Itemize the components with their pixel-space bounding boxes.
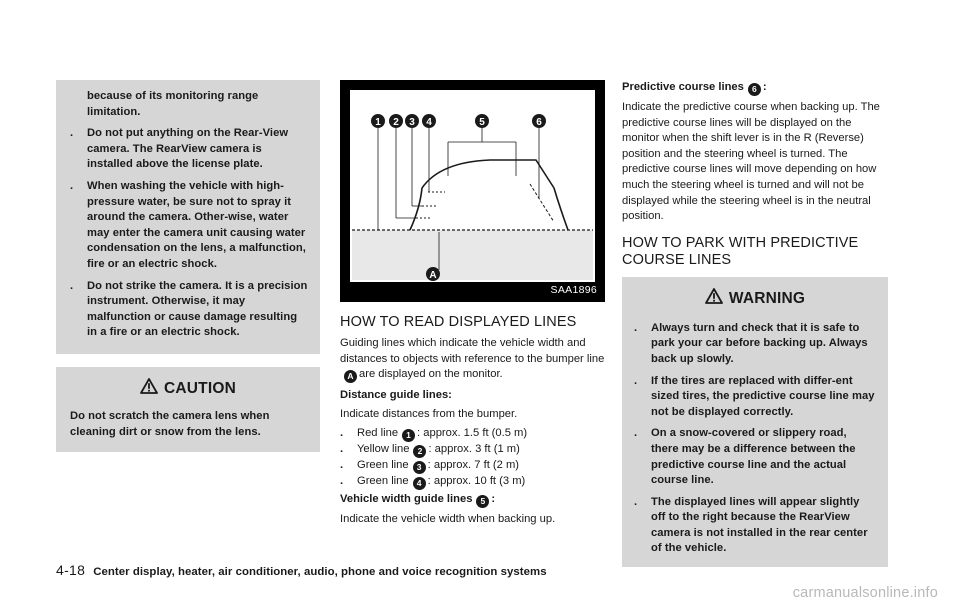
warning-continued-box [56,80,320,354]
predictive-heading [622,80,888,96]
warning-bullet [70,126,308,173]
intro-paragraph [340,336,605,383]
intro-text-before: Guiding lines which indicate the vehicle width and distances to objects with reference to the bumper line [340,337,605,365]
continued-text: because of its monitoring range limitation. [87,90,259,118]
column-middle [340,80,605,533]
callout-4 [422,114,436,128]
svg-text:5: 5 [479,116,485,128]
predictive-heading-text: Predictive course lines [622,81,744,93]
column-right [622,80,888,567]
section-heading-park: HOW TO PARK WITH PREDICTIVE COURSE LINES [622,234,859,268]
watermark: carmanualsonline.info [792,585,938,601]
caution-label: CAUTION [163,379,236,397]
bullet-text: Always turn and check that it is safe to park your car before backing up. Always back up slowly. [651,321,868,365]
camera-display-diagram [340,80,605,302]
line-desc: : approx. 3 ft (1 m) [428,443,520,456]
bullet-dot-icon: . [634,427,638,440]
warning-bullet [634,374,876,421]
footer-title: Center display, heater, air conditioner, audio, phone and voice recognition systems [93,566,547,578]
bullet-dot-icon: . [70,127,74,140]
section-heading-read-lines: HOW TO READ DISPLAYED LINES [340,314,577,330]
line-desc: : approx. 7 ft (2 m) [427,459,520,472]
warning-label: WARNING [728,289,806,307]
intro-text-after: are displayed on the monitor. [359,368,503,381]
bullet-dot-icon: . [340,427,344,440]
line-name: Yellow line [357,443,410,456]
svg-text:4: 4 [426,116,432,128]
warning-bullet [70,279,308,341]
page-footer [56,562,547,578]
distance-text: Indicate distances from the bumper. [340,407,518,420]
line-item [340,426,605,442]
bullet-text: The displayed lines will appear slightly off to the right because the RearView camera is not installed in the rear center of the vehicle. [651,495,868,555]
callout-2 [389,114,403,128]
callout-6 [532,114,546,128]
caution-header [70,373,306,405]
callout-3 [405,114,419,128]
line-name: Red line [357,427,399,440]
bullet-text: If the tires are replaced with differ-ent sized tires, the predictive course line may not be displayed correctly. [651,374,875,418]
marker-4-icon: 4 [413,477,426,490]
callout-1 [371,114,385,128]
line-item [340,458,605,474]
bullet-text: Do not put anything on the Rear-View camera. The RearView camera is installed above the license plate. [87,127,289,171]
caution-text: Do not scratch the camera lens when cleaning dirt or snow from the lens. [70,409,270,438]
svg-text:A: A [429,269,437,281]
marker-6-icon: 6 [748,83,761,96]
bullet-text: When washing the vehicle with high-pressure water, be sure not to spray it around the camera. Other-wise, water may enter the camera unit causing water condensation on the lens, a malfunction, fire or an electric shock. [87,179,306,270]
bullet-dot-icon: . [634,321,638,334]
bullet-dot-icon: . [340,459,344,472]
figure-id: SAA1896 [550,284,597,296]
page-number: 4-18 [56,562,86,578]
bullet-dot-icon: . [634,374,638,387]
bullet-dot-icon: . [70,279,74,292]
width-text: Indicate the vehicle width when backing up. [340,513,556,526]
marker-2-icon: 2 [413,445,426,458]
marker-3-icon: 3 [413,461,426,474]
bullet-text: Do not strike the camera. It is a precision instrument. Otherwise, it may malfunction or cause damage resulting in a fire or an electric shock. [87,279,308,339]
callout-5 [475,114,489,128]
marker-a-icon: A [344,370,357,383]
line-item [340,442,605,458]
caution-box [56,367,320,452]
svg-text:1: 1 [375,116,381,128]
warning-triangle-icon [140,378,158,399]
width-heading-text: Vehicle width guide lines [340,493,473,506]
marker-5-icon: 5 [476,495,489,508]
warning-bullet [634,495,876,557]
width-heading [340,492,605,508]
predictive-text: Indicate the predictive course when backing up. The predictive course lines will be displayed on the monitor when the shift lever is in the R (Reverse) position and the steering wheel is turned. The predictive course lines will move depending on how much the steering wheel is turned and will not be displayed while the steering wheel is in the neutral position. [622,101,880,223]
warning-bullet [70,179,308,273]
marker-1-icon: 1 [402,429,415,442]
bullet-dot-icon: . [340,475,344,488]
warning-bullet [634,321,876,368]
bullet-text: On a snow-covered or slippery road, there may be a difference between the predictive course line and the actual course line. [651,427,856,487]
distance-heading: Distance guide lines: [340,389,452,402]
svg-text:2: 2 [393,116,399,128]
bullet-dot-icon: . [70,179,74,192]
warning-header [634,283,876,315]
line-item [340,474,605,490]
bullet-dot-icon: . [340,443,344,456]
svg-text:6: 6 [536,116,542,128]
callout-a [426,267,440,281]
warning-box [622,277,888,567]
warning-triangle-icon [705,288,723,309]
line-name: Green line [357,475,409,488]
bullet-dot-icon: . [634,495,638,508]
warning-bullet [634,426,876,488]
column-left [56,80,320,452]
rearview-camera-figure [340,80,605,302]
line-name: Green line [357,459,409,472]
line-desc: : approx. 10 ft (3 m) [427,475,526,488]
svg-text:3: 3 [409,116,415,128]
width-colon: : [491,493,496,506]
predictive-colon: : [762,81,767,93]
line-desc: : approx. 1.5 ft (0.5 m) [417,427,528,440]
